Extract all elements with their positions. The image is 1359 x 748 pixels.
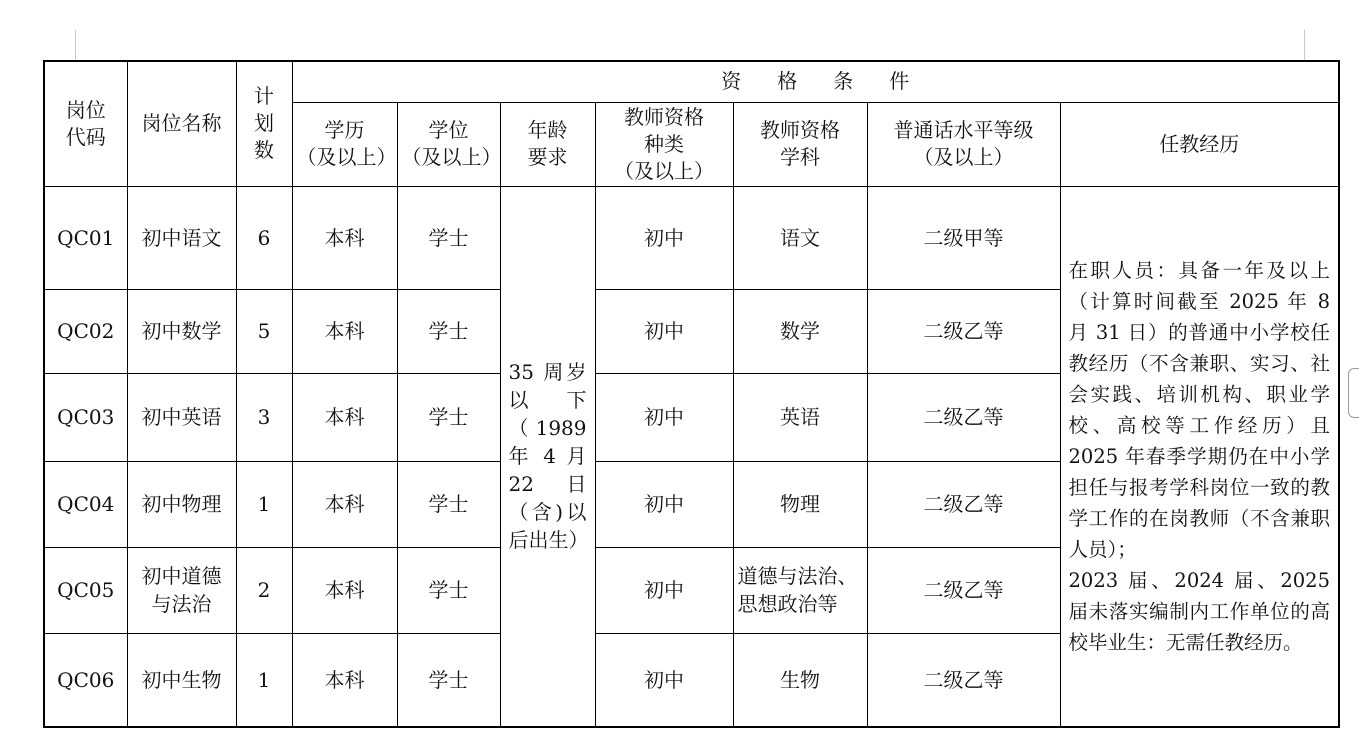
experience-text-1: 在职人员：具备一年及以上（计算时间截至 2025 年 8 月 31 日）的普通中小学校任教经历（不含兼职、实习、社会实践、培训机构、职业学校、高校等工作经历）且 2025 年春季学期仍在中小学担任与报考学科岗位一致的教学工作的在岗教师（不含兼职人员）； [1068, 258, 1330, 561]
cell-education: 本科 [292, 186, 397, 289]
cell-code: QC04 [44, 461, 127, 547]
cell-cert-subject: 物理 [733, 461, 867, 547]
header-row-1 [44, 61, 1339, 102]
cell-cert-subject: 英语 [733, 373, 867, 461]
cell-cert-type: 初中 [595, 289, 733, 373]
cell-cert-subject: 道德与法治、思想政治等 [733, 547, 867, 633]
cell-age-requirement: 35 周岁以下（1989 年 4 月 22 日（含)以后出生） [500, 186, 595, 727]
header-degree: 学位 （及以上） [397, 102, 500, 186]
cell-degree: 学士 [397, 547, 500, 633]
table-row [44, 186, 1339, 289]
cell-cert-type: 初中 [595, 373, 733, 461]
cell-degree: 学士 [397, 633, 500, 727]
cell-education: 本科 [292, 289, 397, 373]
cell-plan: 5 [236, 289, 292, 373]
cell-degree: 学士 [397, 373, 500, 461]
cell-name: 初中英语 [127, 373, 236, 461]
cell-mandarin: 二级乙等 [867, 373, 1060, 461]
cell-cert-subject: 语文 [733, 186, 867, 289]
header-name: 岗位名称 [127, 61, 236, 186]
header-qualifications: 资格条件 [292, 61, 1339, 102]
cell-education: 本科 [292, 547, 397, 633]
cell-plan: 3 [236, 373, 292, 461]
header-age: 年龄 要求 [500, 102, 595, 186]
cell-code: QC05 [44, 547, 127, 633]
cell-cert-subject: 生物 [733, 633, 867, 727]
cell-name: 初中物理 [127, 461, 236, 547]
cell-education: 本科 [292, 633, 397, 727]
cell-code: QC01 [44, 186, 127, 289]
cell-degree: 学士 [397, 461, 500, 547]
cell-name: 初中语文 [127, 186, 236, 289]
recruitment-table [43, 60, 1340, 728]
cell-mandarin: 二级乙等 [867, 461, 1060, 547]
cell-code: QC06 [44, 633, 127, 727]
cell-code: QC02 [44, 289, 127, 373]
cell-cert-type: 初中 [595, 547, 733, 633]
cell-name: 初中生物 [127, 633, 236, 727]
cell-plan: 1 [236, 633, 292, 727]
cell-name: 初中数学 [127, 289, 236, 373]
cell-degree: 学士 [397, 186, 500, 289]
header-mandarin: 普通话水平等级 （及以上） [867, 102, 1060, 186]
cell-education: 本科 [292, 373, 397, 461]
cell-mandarin: 二级乙等 [867, 633, 1060, 727]
cell-mandarin: 二级甲等 [867, 186, 1060, 289]
cell-degree: 学士 [397, 289, 500, 373]
cell-mandarin: 二级乙等 [867, 547, 1060, 633]
cell-mandarin: 二级乙等 [867, 289, 1060, 373]
cell-plan: 2 [236, 547, 292, 633]
cell-plan: 1 [236, 461, 292, 547]
cell-education: 本科 [292, 461, 397, 547]
cell-cert-type: 初中 [595, 633, 733, 727]
cell-cert-type: 初中 [595, 186, 733, 289]
cell-name: 初中道德 与法治 [127, 547, 236, 633]
cell-plan: 6 [236, 186, 292, 289]
header-cert-subject: 教师资格 学科 [733, 102, 867, 186]
header-plan: 计 划 数 [236, 61, 292, 186]
cell-cert-subject: 数学 [733, 289, 867, 373]
cell-cert-type: 初中 [595, 461, 733, 547]
header-experience: 任教经历 [1060, 102, 1339, 186]
scroll-handle[interactable] [1348, 368, 1359, 418]
header-cert-type: 教师资格 种类 （及以上） [595, 102, 733, 186]
cell-code: QC03 [44, 373, 127, 461]
experience-text-2: 2023 届、2024 届、2025 届未落实编制内工作单位的高校毕业生：无需任教经历。 [1068, 568, 1330, 654]
header-code: 岗位 代码 [44, 61, 127, 186]
crop-mark-left [75, 30, 76, 60]
cell-experience-requirement [1060, 186, 1339, 727]
header-education: 学历 （及以上） [292, 102, 397, 186]
crop-mark-right [1304, 30, 1305, 60]
